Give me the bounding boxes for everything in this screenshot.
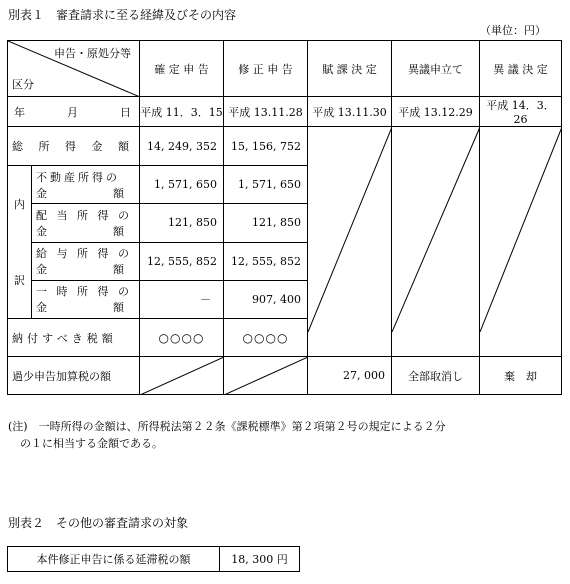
table1-title: 別表１ 審査請求に至る経緯及びその内容 bbox=[8, 8, 237, 22]
total-income-shusei: 15, 156, 752 bbox=[224, 127, 308, 166]
label-gaku: 額 bbox=[113, 224, 127, 238]
col-header-shusei: 修 正 申 告 bbox=[224, 41, 308, 97]
haito-shusei: 121, 850 bbox=[224, 204, 308, 242]
date-label-year: 年 bbox=[14, 105, 25, 119]
penalty-fuka: 27, 000 bbox=[308, 357, 392, 395]
date-row bbox=[8, 97, 562, 127]
label-gaku: 額 bbox=[113, 186, 127, 200]
breakdown-side-label bbox=[8, 166, 32, 319]
table2-label: 本件修正申告に係る延滞税の額 bbox=[8, 547, 220, 572]
breakdown-label-haito bbox=[32, 204, 140, 242]
header-row bbox=[8, 41, 562, 97]
empty-diagonal-igi-moushitate bbox=[392, 127, 480, 332]
date-fuka: 平成 13.11.30 bbox=[308, 97, 392, 127]
label-kin: 金 bbox=[36, 301, 50, 315]
label-kin: 金 bbox=[36, 224, 50, 238]
kyuyo-shusei: 12, 555, 852 bbox=[224, 242, 308, 280]
date-shusei: 平成 13.11.28 bbox=[224, 97, 308, 127]
note-line-2: の１に相当する金額である。 bbox=[20, 437, 163, 450]
penalty-label: 過少申告加算税の額 bbox=[8, 357, 140, 395]
empty-diagonal-penalty-kakutei bbox=[140, 357, 224, 395]
date-label-cell bbox=[8, 97, 140, 127]
corner-header-cell bbox=[8, 41, 140, 97]
label-line-top: 配 当 所 得 の bbox=[36, 208, 132, 222]
empty-diagonal-fuka bbox=[308, 127, 392, 332]
col-header-fuka: 賦 課 決 定 bbox=[308, 41, 392, 97]
empty-diagonal-penalty-shusei bbox=[224, 357, 308, 395]
label-line-top: 一 時 所 得 の bbox=[36, 285, 132, 299]
penalty-row bbox=[8, 357, 562, 395]
empty-diagonal-igi-kettei bbox=[480, 127, 562, 332]
empty-igi-moushitate-cell bbox=[392, 127, 480, 357]
col-header-kakutei: 確 定 申 告 bbox=[140, 41, 224, 97]
penalty-igi-moushitate: 全部取消し bbox=[392, 357, 480, 395]
label-gaku: 額 bbox=[113, 263, 127, 277]
kyuyo-kakutei: 12, 555, 852 bbox=[140, 242, 224, 280]
tax-payable-kakutei: ○○○○ bbox=[140, 319, 224, 357]
other-claims-table bbox=[7, 546, 300, 572]
col-header-igi-moushitate: 異議申立て bbox=[392, 41, 480, 97]
total-income-label: 総 所 得 金 額 bbox=[8, 127, 140, 166]
breakdown-label-fudosan bbox=[32, 166, 140, 204]
corner-top-label: 申告・原処分等 bbox=[54, 47, 131, 60]
main-table bbox=[7, 40, 562, 395]
empty-igi-kettei-cell bbox=[480, 127, 562, 357]
tax-payable-label: 納付すべき税額 bbox=[8, 319, 140, 357]
date-label-month: 月 bbox=[67, 105, 78, 119]
col-header-igi-kettei: 異 議 決 定 bbox=[480, 41, 562, 97]
unit-label: （単位：円） bbox=[480, 24, 546, 37]
date-label-day: 日 bbox=[120, 105, 131, 119]
label-kin: 金 bbox=[36, 186, 50, 200]
total-income-row bbox=[8, 127, 562, 166]
date-igi-kettei: 平成 14．3．26 bbox=[480, 97, 562, 127]
label-line-top: 不動産所得の bbox=[36, 170, 120, 184]
empty-penalty-shusei bbox=[224, 357, 308, 395]
corner-bottom-label: 区分 bbox=[12, 78, 34, 91]
penalty-igi-kettei: 棄 却 bbox=[480, 357, 562, 395]
note-line-1: (注) 一時所得の金額は、所得税法第２２条《課税標準》第２項第２号の規定による２分 bbox=[8, 420, 446, 433]
fudosan-kakutei: 1, 571, 650 bbox=[140, 166, 224, 204]
total-income-kakutei: 14, 249, 352 bbox=[140, 127, 224, 166]
breakdown-label-ichiji bbox=[32, 280, 140, 318]
date-igi-moushitate: 平成 13.12.29 bbox=[392, 97, 480, 127]
empty-penalty-kakutei bbox=[140, 357, 224, 395]
haito-kakutei: 121, 850 bbox=[140, 204, 224, 242]
tax-payable-shusei: ○○○○ bbox=[224, 319, 308, 357]
breakdown-label-top: 内 bbox=[14, 198, 25, 211]
ichiji-shusei: 907, 400 bbox=[224, 280, 308, 318]
label-kin: 金 bbox=[36, 263, 50, 277]
breakdown-label-kyuyo bbox=[32, 242, 140, 280]
table2-value: 18, 300 円 bbox=[220, 547, 300, 572]
empty-fuka-cell bbox=[308, 127, 392, 357]
table2-title: 別表２ その他の審査請求の対象 bbox=[8, 516, 189, 530]
label-line-top: 給 与 所 得 の bbox=[36, 247, 132, 261]
breakdown-label-bottom: 訳 bbox=[14, 274, 25, 287]
label-gaku: 額 bbox=[113, 301, 127, 315]
date-kakutei: 平成 11．3．15 bbox=[140, 97, 224, 127]
ichiji-kakutei: － bbox=[140, 280, 224, 318]
fudosan-shusei: 1, 571, 650 bbox=[224, 166, 308, 204]
table2-row bbox=[8, 547, 300, 572]
